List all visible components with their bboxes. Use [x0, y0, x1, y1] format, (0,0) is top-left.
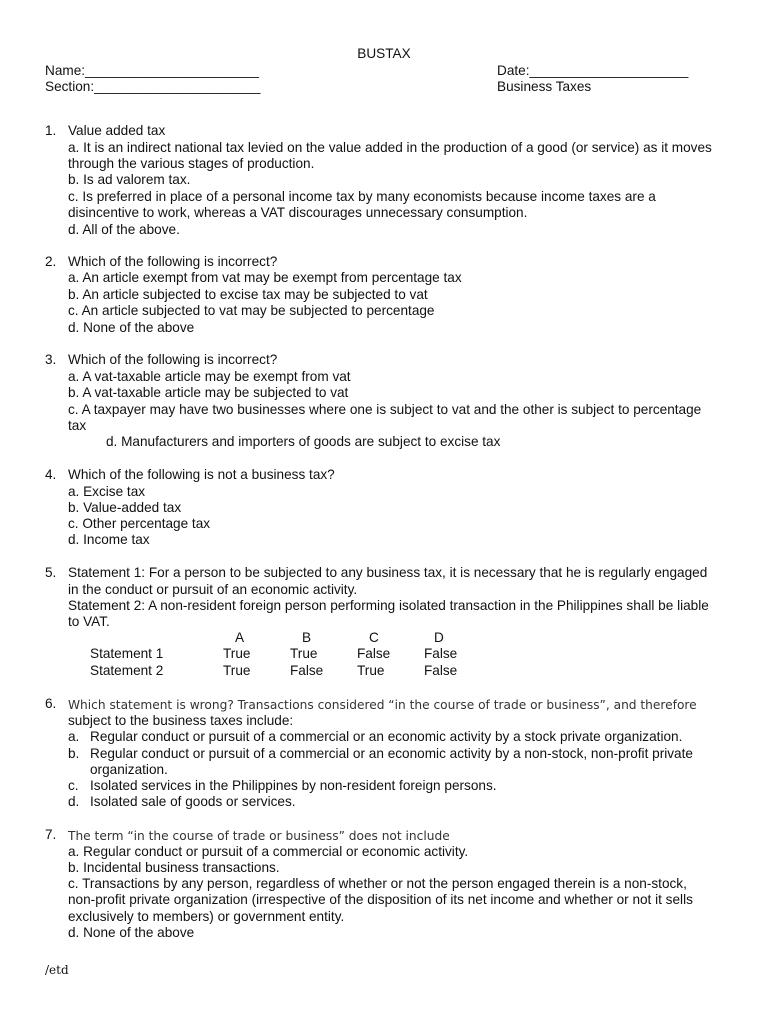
option-c: c. Transactions by any person, regardless of whether or not the person engaged therein is a non-stock,: [68, 876, 687, 891]
option-a-cont: through the various stages of production.: [68, 156, 315, 171]
table-cell: False: [424, 662, 458, 678]
question-stem: Which of the following is incorrect?: [68, 254, 278, 269]
question-stem: Which of the following is not a business tax?: [68, 467, 335, 482]
option-c: Isolated services in the Philippines by non-resident foreign persons.: [90, 778, 497, 793]
option-a-letter: a.: [68, 729, 80, 744]
question-stem: Value added tax: [68, 123, 166, 138]
question-stem: The term “in the course of trade or business” does not include: [68, 829, 450, 843]
option-d: Isolated sale of goods or services.: [90, 794, 296, 809]
page-title: BUSTAX: [357, 46, 411, 61]
question-number: 2.: [45, 254, 57, 269]
statement-2-cont: to VAT.: [68, 614, 110, 629]
section-field-label: Section:______________________: [45, 79, 261, 94]
option-b: Regular conduct or pursuit of a commercial or an economic activity by a non-stock, non-profit private: [90, 746, 693, 761]
option-d: d. Manufacturers and importers of goods are subject to excise tax: [106, 434, 501, 449]
statement-1: Statement 1: For a person to be subjected to any business tax, it is necessary that he is regularly engaged: [68, 565, 708, 580]
subject-label: Business Taxes: [497, 79, 592, 94]
option-d: d. All of the above.: [68, 222, 180, 237]
option-a: a. It is an indirect national tax levied on the value added in the production of a good (or service) as it moves: [68, 140, 712, 155]
date-field-label: Date:_____________________: [497, 63, 689, 78]
option-c: c. Is preferred in place of a personal income tax by many economists because income taxes are a: [68, 189, 656, 204]
option-c-cont: disincentive to work, whereas a VAT discourages unnecessary consumption.: [68, 205, 528, 220]
option-b-letter: b.: [68, 746, 80, 761]
table-cell: True: [290, 646, 318, 662]
question-number: 4.: [45, 467, 57, 482]
statement-2: Statement 2: A non-resident foreign person performing isolated transaction in the Philippines shall be liable: [68, 598, 709, 613]
option-b: b. A vat-taxable article may be subjected to vat: [68, 385, 349, 400]
answer-choice-table: [90, 630, 484, 679]
option-b: b. Value-added tax: [68, 500, 182, 515]
option-c: c. Other percentage tax: [68, 516, 211, 531]
option-a: a. A vat-taxable article may be exempt from vat: [68, 369, 351, 384]
question-number: 3.: [45, 352, 57, 367]
table-cell: False: [424, 646, 458, 662]
table-row: [90, 663, 484, 679]
option-c-cont: non-profit private organization (irrespective of the disposition of its net income and whether or not it sells: [68, 892, 693, 907]
option-b-cont: organization.: [90, 762, 168, 777]
table-cell: Statement 1: [90, 646, 164, 662]
table-row: [90, 646, 484, 662]
table-cell: True: [223, 662, 251, 678]
question-stem-cont: subject to the business taxes include:: [68, 713, 294, 728]
table-header-cell: C: [369, 630, 379, 645]
name-field-label: Name:_______________________: [45, 63, 259, 78]
table-header-cell: B: [302, 630, 312, 645]
option-a: Regular conduct or pursuit of a commercial or an economic activity by a stock private organization.: [90, 729, 683, 744]
option-c: c. A taxpayer may have two businesses where one is subject to vat and the other is subject to percentage: [68, 402, 702, 417]
statement-1-cont: in the conduct or pursuit of an economic activity.: [68, 582, 358, 597]
option-c: c. An article subjected to vat may be subjected to percentage: [68, 303, 435, 318]
table-header-row: [90, 630, 484, 646]
author-initials: /etd: [45, 963, 69, 977]
question-stem: Which of the following is incorrect?: [68, 352, 278, 367]
table-header-cell: [90, 630, 223, 646]
question-number: 7.: [45, 827, 57, 842]
option-a: a. An article exempt from vat may be exempt from percentage tax: [68, 270, 462, 285]
option-b: b. An article subjected to excise tax may be subjected to vat: [68, 287, 428, 302]
option-a: a. Excise tax: [68, 484, 146, 499]
question-number: 1.: [45, 123, 57, 138]
option-c-cont: tax: [68, 418, 87, 433]
table-cell: False: [357, 646, 391, 662]
option-d-letter: d.: [68, 794, 80, 809]
table-header-cell: A: [235, 630, 245, 645]
question-stem: Which statement is wrong? Transactions considered “in the course of trade or business”, and therefore: [68, 698, 697, 712]
option-d: d. None of the above: [68, 320, 195, 335]
option-d: d. None of the above: [68, 925, 195, 940]
option-c-letter: c.: [68, 778, 79, 793]
option-a: a. Regular conduct or pursuit of a commercial or economic activity.: [68, 844, 469, 859]
option-d: d. Income tax: [68, 532, 150, 547]
table-header-cell: D: [434, 630, 444, 645]
option-b: b. Incidental business transactions.: [68, 860, 280, 875]
table-cell: True: [223, 646, 251, 662]
table-cell: Statement 2: [90, 662, 164, 678]
option-b: b. Is ad valorem tax.: [68, 172, 191, 187]
table-cell: False: [290, 662, 324, 678]
option-c-cont: exclusively to members) or government entity.: [68, 909, 345, 924]
table-cell: True: [357, 662, 385, 678]
question-number: 6.: [45, 696, 57, 711]
question-number: 5.: [45, 565, 57, 580]
